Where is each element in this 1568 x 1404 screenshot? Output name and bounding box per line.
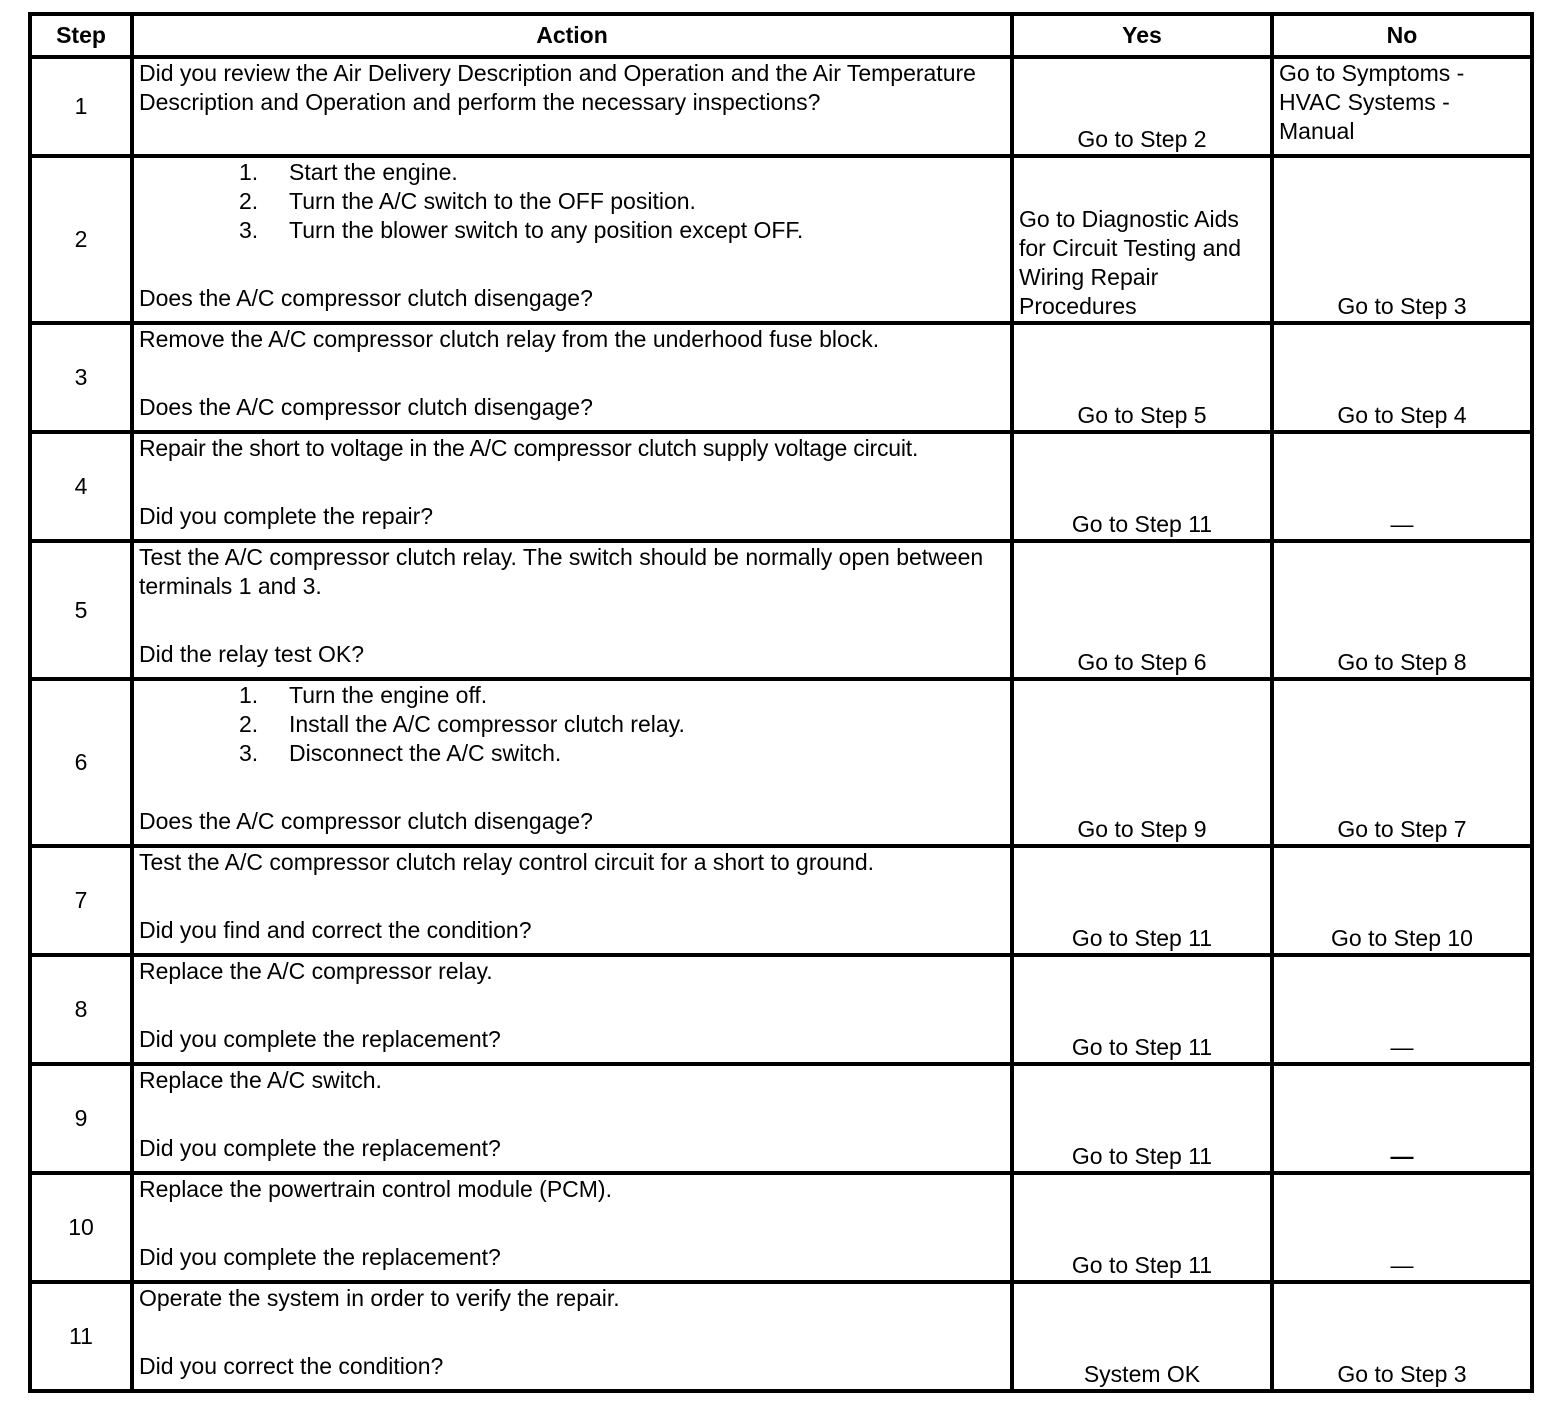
no-cell: Go to Step 4 (1272, 323, 1532, 432)
table-row (30, 1173, 1532, 1282)
no-cell: Go to Step 7 (1272, 679, 1532, 846)
action-instruction: Test the A/C compressor clutch relay. The switch should be normally open between terminals 1 and 3. (139, 544, 984, 599)
step-number: 7 (30, 846, 132, 955)
table-row (30, 1282, 1532, 1391)
action-cell (132, 156, 1012, 323)
list-item: 1. Turn the engine off. (239, 682, 488, 708)
instruction-list (139, 681, 1005, 768)
table-row (30, 323, 1532, 432)
no-cell: Go to Symptoms - HVAC Systems - Manual (1272, 57, 1532, 156)
yes-cell: Go to Diagnostic Aids for Circuit Testing and Wiring Repair Procedures (1012, 156, 1272, 323)
table-row (30, 955, 1532, 1064)
header-no: No (1272, 14, 1532, 57)
action-question: Did the relay test OK? (139, 641, 364, 667)
action-cell (132, 57, 1012, 156)
table-row (30, 541, 1532, 679)
step-number: 9 (30, 1064, 132, 1173)
table-row (30, 679, 1532, 846)
action-cell (132, 679, 1012, 846)
header-yes: Yes (1012, 14, 1272, 57)
table-row (30, 1064, 1532, 1173)
table-row (30, 846, 1532, 955)
yes-cell: Go to Step 11 (1012, 1064, 1272, 1173)
action-instruction: Repair the short to voltage in the A/C compressor clutch supply voltage circuit. (139, 435, 919, 461)
list-item: 2. Install the A/C compressor clutch relay. (239, 711, 685, 737)
no-cell: — (1272, 955, 1532, 1064)
header-step: Step (30, 14, 132, 57)
header-row (30, 14, 1532, 57)
yes-cell: Go to Step 6 (1012, 541, 1272, 679)
action-instruction: Test the A/C compressor clutch relay control circuit for a short to ground. (139, 849, 875, 875)
action-cell (132, 1282, 1012, 1391)
yes-cell: Go to Step 11 (1012, 955, 1272, 1064)
step-number: 10 (30, 1173, 132, 1282)
no-cell: Go to Step 8 (1272, 541, 1532, 679)
action-question: Did you complete the replacement? (139, 1135, 501, 1161)
action-question: Did you review the Air Delivery Description and Operation and the Air Temperature Description and Operation and perform the necessary inspections? (139, 60, 976, 115)
action-cell (132, 541, 1012, 679)
action-cell (132, 323, 1012, 432)
diagnostic-table (28, 12, 1534, 1393)
action-instruction: Replace the powertrain control module (PCM). (139, 1176, 612, 1202)
list-item: 2. Turn the A/C switch to the OFF position. (239, 188, 696, 214)
step-number: 5 (30, 541, 132, 679)
action-cell (132, 955, 1012, 1064)
action-question: Did you find and correct the condition? (139, 917, 532, 943)
step-number: 1 (30, 57, 132, 156)
action-question: Did you complete the replacement? (139, 1026, 501, 1052)
no-cell: — (1272, 1173, 1532, 1282)
no-cell: Go to Step 3 (1272, 156, 1532, 323)
no-cell: — (1272, 432, 1532, 541)
step-number: 3 (30, 323, 132, 432)
table-row (30, 57, 1532, 156)
action-cell (132, 432, 1012, 541)
list-item: 3. Disconnect the A/C switch. (239, 740, 562, 766)
yes-cell: Go to Step 11 (1012, 432, 1272, 541)
yes-cell: Go to Step 2 (1012, 57, 1272, 156)
action-question: Did you complete the replacement? (139, 1244, 501, 1270)
yes-cell: System OK (1012, 1282, 1272, 1391)
action-instruction: Operate the system in order to verify the repair. (139, 1285, 620, 1311)
step-number: 4 (30, 432, 132, 541)
yes-cell: Go to Step 5 (1012, 323, 1272, 432)
header-action: Action (132, 14, 1012, 57)
yes-cell: Go to Step 11 (1012, 1173, 1272, 1282)
step-number: 6 (30, 679, 132, 846)
action-question: Did you complete the repair? (139, 503, 434, 529)
yes-cell: Go to Step 9 (1012, 679, 1272, 846)
action-instruction: Remove the A/C compressor clutch relay from the underhood fuse block. (139, 326, 880, 352)
action-instruction: Replace the A/C switch. (139, 1067, 382, 1093)
table-row (30, 156, 1532, 323)
action-instruction: Replace the A/C compressor relay. (139, 958, 493, 984)
no-cell: Go to Step 10 (1272, 846, 1532, 955)
instruction-list (139, 158, 1005, 245)
yes-cell: Go to Step 11 (1012, 846, 1272, 955)
action-cell (132, 846, 1012, 955)
list-item: 3. Turn the blower switch to any position except OFF. (239, 217, 804, 243)
step-number: 8 (30, 955, 132, 1064)
action-question: Does the A/C compressor clutch disengage? (139, 808, 593, 834)
step-number: 11 (30, 1282, 132, 1391)
list-item: 1. Start the engine. (239, 159, 458, 185)
no-cell: Go to Step 3 (1272, 1282, 1532, 1391)
action-cell (132, 1064, 1012, 1173)
action-question: Did you correct the condition? (139, 1353, 444, 1379)
action-question: Does the A/C compressor clutch disengage? (139, 285, 593, 311)
action-question: Does the A/C compressor clutch disengage? (139, 394, 593, 420)
table-row (30, 432, 1532, 541)
action-cell (132, 1173, 1012, 1282)
no-cell: — (1272, 1064, 1532, 1173)
step-number: 2 (30, 156, 132, 323)
